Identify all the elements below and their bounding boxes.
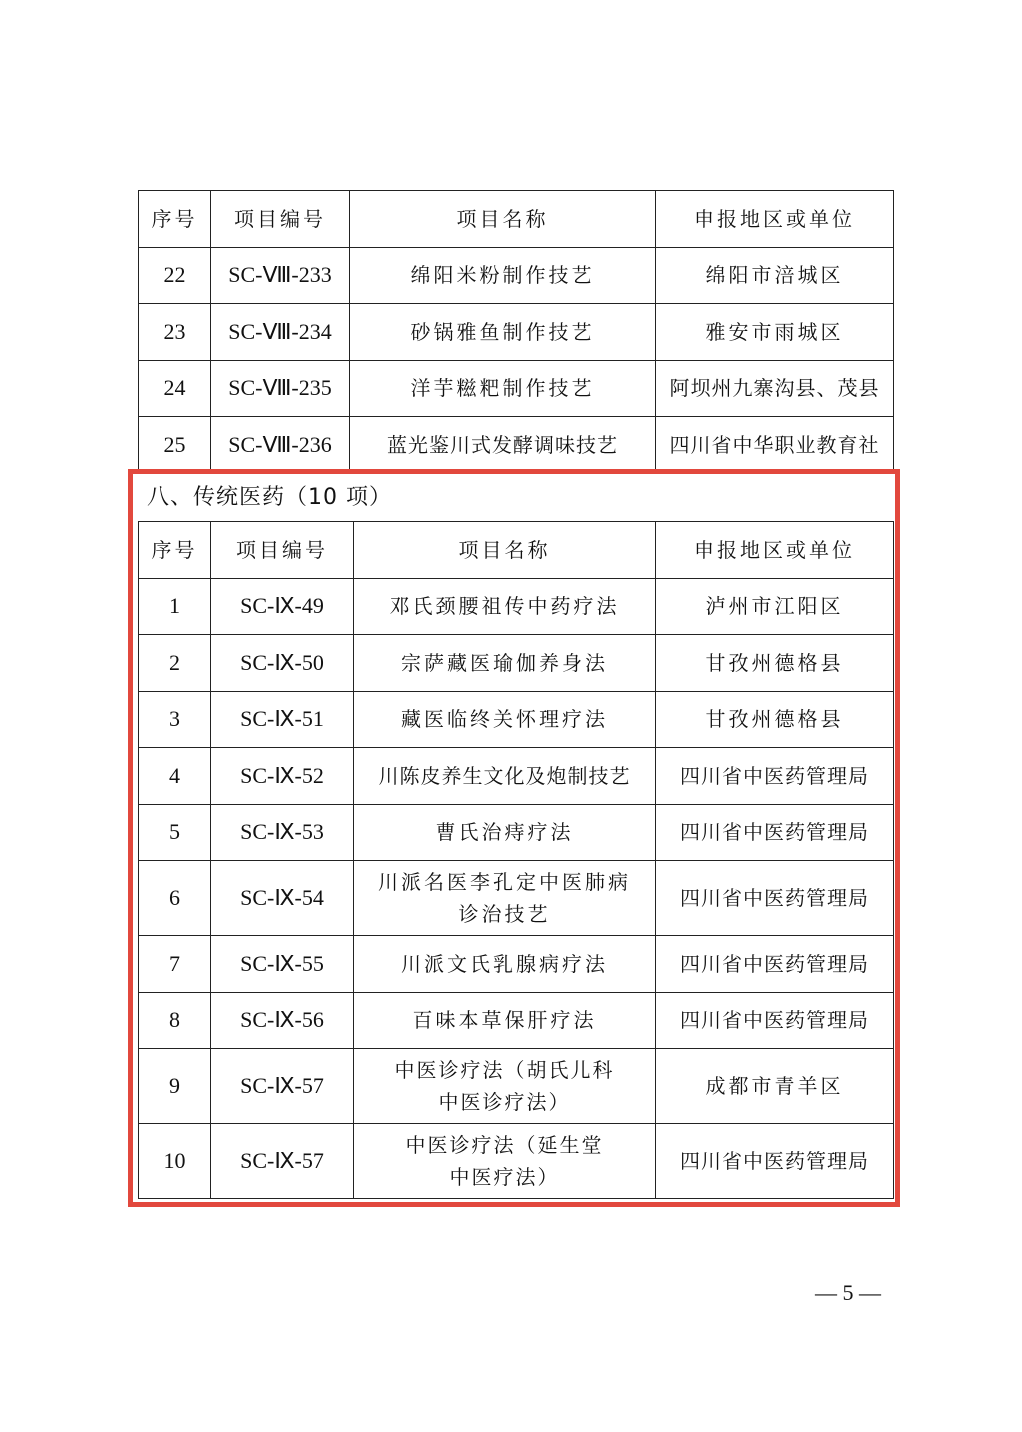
project-region: 阿坝州九寨沟县、茂县 <box>656 360 894 417</box>
project-region: 成都市青羊区 <box>656 1049 894 1124</box>
section-title: 八、传统医药（10 项） <box>147 485 392 510</box>
table-row <box>139 360 894 417</box>
project-name: 川陈皮养生文化及炮制技艺 <box>354 748 656 805</box>
header-cell: 项目编号 <box>211 191 350 248</box>
table-row <box>139 992 894 1049</box>
table-row <box>139 635 894 692</box>
table-row <box>139 804 894 861</box>
header-cell: 项目名称 <box>350 191 656 248</box>
header-cell: 申报地区或单位 <box>656 522 894 579</box>
project-name: 曹氏治痔疗法 <box>354 804 656 861</box>
project-region: 雅安市雨城区 <box>656 304 894 361</box>
project-region: 泸州市江阳区 <box>656 578 894 635</box>
table-row <box>139 1124 894 1199</box>
row-number: 7 <box>139 936 211 993</box>
table-row <box>139 247 894 304</box>
table-row <box>139 861 894 936</box>
project-code: SC-Ⅸ-56 <box>211 992 354 1049</box>
page-number: — 5 — <box>815 1280 881 1305</box>
table-row <box>139 691 894 748</box>
project-code: SC-Ⅸ-52 <box>211 748 354 805</box>
row-number: 23 <box>139 304 211 361</box>
project-code: SC-Ⅸ-57 <box>211 1049 354 1124</box>
project-name: 宗萨藏医瑜伽养身法 <box>354 635 656 692</box>
project-region: 四川省中医药管理局 <box>656 804 894 861</box>
project-name: 川派文氏乳腺病疗法 <box>354 936 656 993</box>
project-region: 甘孜州德格县 <box>656 635 894 692</box>
row-number: 24 <box>139 360 211 417</box>
project-name: 洋芋糍粑制作技艺 <box>350 360 656 417</box>
project-code: SC-Ⅸ-50 <box>211 635 354 692</box>
table-row <box>139 936 894 993</box>
project-region: 甘孜州德格县 <box>656 691 894 748</box>
header-cell: 序号 <box>139 522 211 579</box>
project-name: 中医诊疗法（延生堂中医疗法） <box>354 1124 656 1199</box>
project-code: SC-Ⅷ-236 <box>211 417 350 474</box>
table-row <box>139 578 894 635</box>
row-number: 8 <box>139 992 211 1049</box>
row-number: 25 <box>139 417 211 474</box>
project-region: 四川省中医药管理局 <box>656 992 894 1049</box>
project-region: 四川省中医药管理局 <box>656 1124 894 1199</box>
table-row <box>139 417 894 474</box>
project-name: 蓝光鉴川式发酵调味技艺 <box>350 417 656 474</box>
project-code: SC-Ⅸ-49 <box>211 578 354 635</box>
project-region: 绵阳市涪城区 <box>656 247 894 304</box>
row-number: 22 <box>139 247 211 304</box>
row-number: 3 <box>139 691 211 748</box>
row-number: 9 <box>139 1049 211 1124</box>
project-name: 藏医临终关怀理疗法 <box>354 691 656 748</box>
top-table <box>138 190 894 474</box>
project-code: SC-Ⅸ-54 <box>211 861 354 936</box>
table-header-row <box>139 191 894 248</box>
row-number: 2 <box>139 635 211 692</box>
table-header-row <box>139 522 894 579</box>
header-cell: 序号 <box>139 191 211 248</box>
header-cell: 项目编号 <box>211 522 354 579</box>
project-code: SC-Ⅷ-233 <box>211 247 350 304</box>
row-number: 1 <box>139 578 211 635</box>
project-code: SC-Ⅸ-51 <box>211 691 354 748</box>
row-number: 5 <box>139 804 211 861</box>
row-number: 6 <box>139 861 211 936</box>
project-name: 川派名医李孔定中医肺病诊治技艺 <box>354 861 656 936</box>
header-cell: 项目名称 <box>354 522 656 579</box>
table-row <box>139 748 894 805</box>
project-region: 四川省中医药管理局 <box>656 861 894 936</box>
traditional-medicine-table <box>138 521 894 1199</box>
table-row <box>139 1049 894 1124</box>
project-code: SC-Ⅸ-55 <box>211 936 354 993</box>
project-name: 中医诊疗法（胡氏儿科中医诊疗法） <box>354 1049 656 1124</box>
project-code: SC-Ⅸ-57 <box>211 1124 354 1199</box>
project-region: 四川省中华职业教育社 <box>656 417 894 474</box>
project-name: 百味本草保肝疗法 <box>354 992 656 1049</box>
project-code: SC-Ⅸ-53 <box>211 804 354 861</box>
project-code: SC-Ⅷ-235 <box>211 360 350 417</box>
table-row <box>139 304 894 361</box>
project-code: SC-Ⅷ-234 <box>211 304 350 361</box>
row-number: 10 <box>139 1124 211 1199</box>
project-region: 四川省中医药管理局 <box>656 936 894 993</box>
project-region: 四川省中医药管理局 <box>656 748 894 805</box>
project-name: 邓氏颈腰祖传中药疗法 <box>354 578 656 635</box>
project-name: 绵阳米粉制作技艺 <box>350 247 656 304</box>
header-cell: 申报地区或单位 <box>656 191 894 248</box>
project-name: 砂锅雅鱼制作技艺 <box>350 304 656 361</box>
row-number: 4 <box>139 748 211 805</box>
